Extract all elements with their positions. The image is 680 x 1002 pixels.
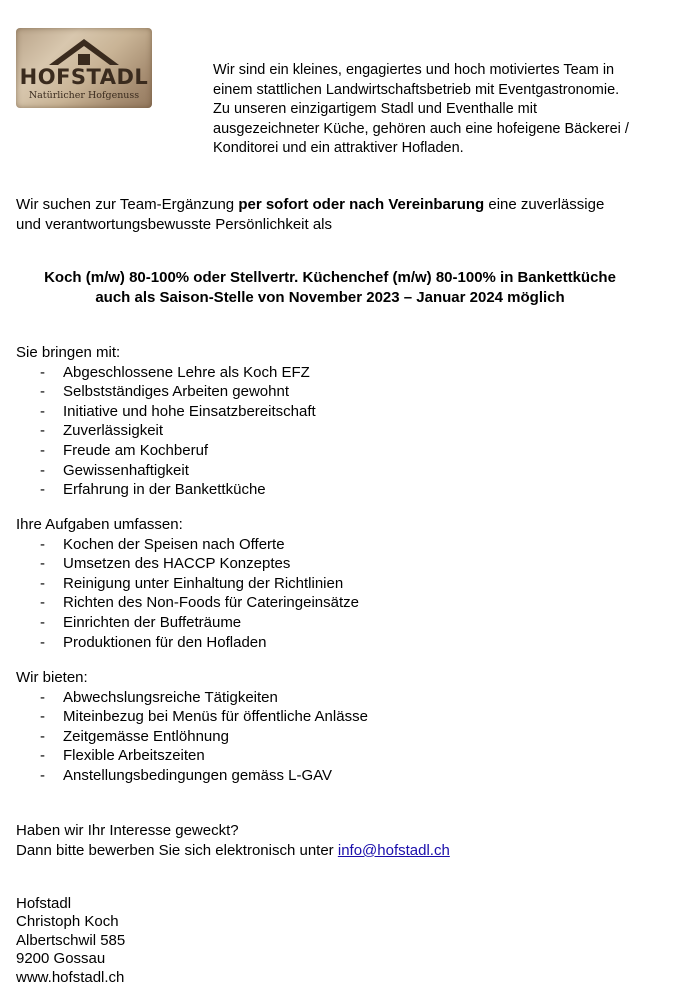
bullet-dash: - — [40, 555, 45, 573]
intro-paragraph — [213, 61, 653, 159]
contact-apply-text: Dann bitte bewerben Sie sich elektronisch unter — [16, 841, 338, 859]
list-item-text: Produktionen für den Hofladen — [63, 633, 267, 651]
barn-roof-icon — [48, 38, 120, 66]
logo-name: HOFSTADL — [19, 65, 149, 89]
address-street: Albertschwil 585 — [16, 931, 126, 949]
intro-line: einem stattlichen Landwirtschaftsbetrieb mit Eventgastronomie. — [213, 81, 620, 98]
intro-line: Konditorei und ein attraktiver Hofladen. — [213, 140, 464, 156]
offer-list — [16, 688, 368, 786]
address-web: www.hofstadl.ch — [16, 968, 125, 986]
list-item-text: Erfahrung in der Bankettküche — [63, 481, 266, 499]
tasks-list — [16, 535, 359, 653]
bullet-dash: - — [40, 727, 45, 745]
bullet-dash: - — [40, 766, 45, 784]
search-line-2: und verantwortungsbewusste Persönlichkeit als — [16, 216, 333, 233]
list-item-text: Miteinbezug bei Menüs für öffentliche Anlässe — [63, 708, 368, 726]
bullet-dash: - — [40, 633, 45, 651]
list-item — [16, 402, 316, 422]
list-item-text: Kochen der Speisen nach Offerte — [63, 535, 285, 553]
requirements-heading: Sie bringen mit: — [16, 344, 121, 361]
list-item — [16, 554, 359, 574]
bullet-dash: - — [40, 441, 45, 459]
list-item — [16, 574, 359, 594]
bullet-dash: - — [40, 422, 45, 440]
list-item — [16, 707, 368, 727]
search-text: eine zuverlässige — [484, 196, 605, 213]
list-item-text: Abwechslungsreiche Tätigkeiten — [63, 688, 278, 706]
contact-apply-line — [16, 841, 450, 861]
offer-heading: Wir bieten: — [16, 669, 88, 686]
list-item-text: Reinigung unter Einhaltung der Richtlinien — [63, 574, 344, 592]
list-item-text: Zeitgemässe Entlöhnung — [63, 727, 229, 745]
list-item-text: Umsetzen des HACCP Konzeptes — [63, 555, 291, 573]
list-item — [16, 480, 316, 500]
hofstadl-logo — [16, 28, 152, 108]
list-item — [16, 421, 316, 441]
bullet-dash: - — [40, 535, 45, 553]
address-block — [16, 895, 125, 987]
bullet-dash: - — [40, 481, 45, 499]
list-item — [16, 613, 359, 633]
bullet-dash: - — [40, 402, 45, 420]
list-item — [16, 766, 368, 786]
bullet-dash: - — [40, 708, 45, 726]
position-title — [0, 268, 660, 308]
list-item — [16, 382, 316, 402]
position-title-line-1: Koch (m/w) 80-100% oder Stellvertr. Küchenchef (m/w) 80-100% in Bankettküche — [44, 269, 616, 286]
list-item-text: Freude am Kochberuf — [63, 441, 209, 459]
bullet-dash: - — [40, 613, 45, 631]
list-item-text: Flexible Arbeitszeiten — [63, 747, 205, 765]
tasks-section — [16, 515, 359, 652]
contact-question: Haben wir Ihr Interesse geweckt? — [16, 822, 239, 839]
position-title-line-2: auch als Saison-Stelle von November 2023 – Januar 2024 möglich — [95, 289, 565, 306]
tasks-heading: Ihre Aufgaben umfassen: — [16, 516, 183, 533]
list-item — [16, 441, 316, 461]
bullet-dash: - — [40, 688, 45, 706]
bullet-dash: - — [40, 594, 45, 612]
address-city: 9200 Gossau — [16, 950, 106, 968]
bullet-dash: - — [40, 363, 45, 381]
bullet-dash: - — [40, 461, 45, 479]
address-company: Hofstadl — [16, 895, 72, 912]
logo-tagline: Natürlicher Hofgenuss — [28, 90, 140, 101]
list-item-text: Initiative und hohe Einsatzbereitschaft — [63, 402, 316, 420]
search-text: Wir suchen zur Team-Ergänzung — [16, 196, 239, 213]
intro-line: ausgezeichneter Küche, gehören auch eine hofeigene Bäckerei / — [213, 120, 629, 137]
requirements-section — [16, 343, 316, 500]
intro-line: Wir sind ein kleines, engagiertes und hoch motiviertes Team in — [213, 62, 615, 78]
list-item — [16, 633, 359, 653]
search-paragraph — [16, 195, 656, 235]
list-item-text: Richten des Non-Foods für Cateringeinsätze — [63, 594, 359, 612]
search-bold-text: per sofort oder nach Vereinbarung — [238, 196, 485, 213]
list-item-text: Anstellungsbedingungen gemäss L-GAV — [63, 766, 333, 784]
bullet-dash: - — [40, 574, 45, 592]
list-item — [16, 688, 368, 708]
address-person: Christoph Koch — [16, 913, 119, 931]
bullet-dash: - — [40, 747, 45, 765]
list-item — [16, 746, 368, 766]
list-item-text: Abgeschlossene Lehre als Koch EFZ — [63, 363, 310, 381]
list-item-text: Einrichten der Buffeträume — [63, 613, 242, 631]
bullet-dash: - — [40, 383, 45, 401]
offer-section — [16, 668, 368, 786]
list-item-text: Zuverlässigkeit — [63, 422, 164, 440]
list-item — [16, 593, 359, 613]
list-item — [16, 363, 316, 383]
search-line-1 — [16, 195, 656, 215]
list-item-text: Selbstständiges Arbeiten gewohnt — [63, 383, 289, 401]
email-link[interactable]: info@hofstadl.ch — [337, 841, 450, 859]
contact-paragraph — [16, 821, 450, 861]
list-item-text: Gewissenhaftigkeit — [63, 461, 189, 479]
requirements-list — [16, 363, 316, 500]
list-item — [16, 461, 316, 481]
intro-line: Zu unseren einzigartigem Stadl und Eventhalle mit — [213, 101, 538, 117]
list-item — [16, 727, 368, 747]
list-item — [16, 535, 359, 555]
